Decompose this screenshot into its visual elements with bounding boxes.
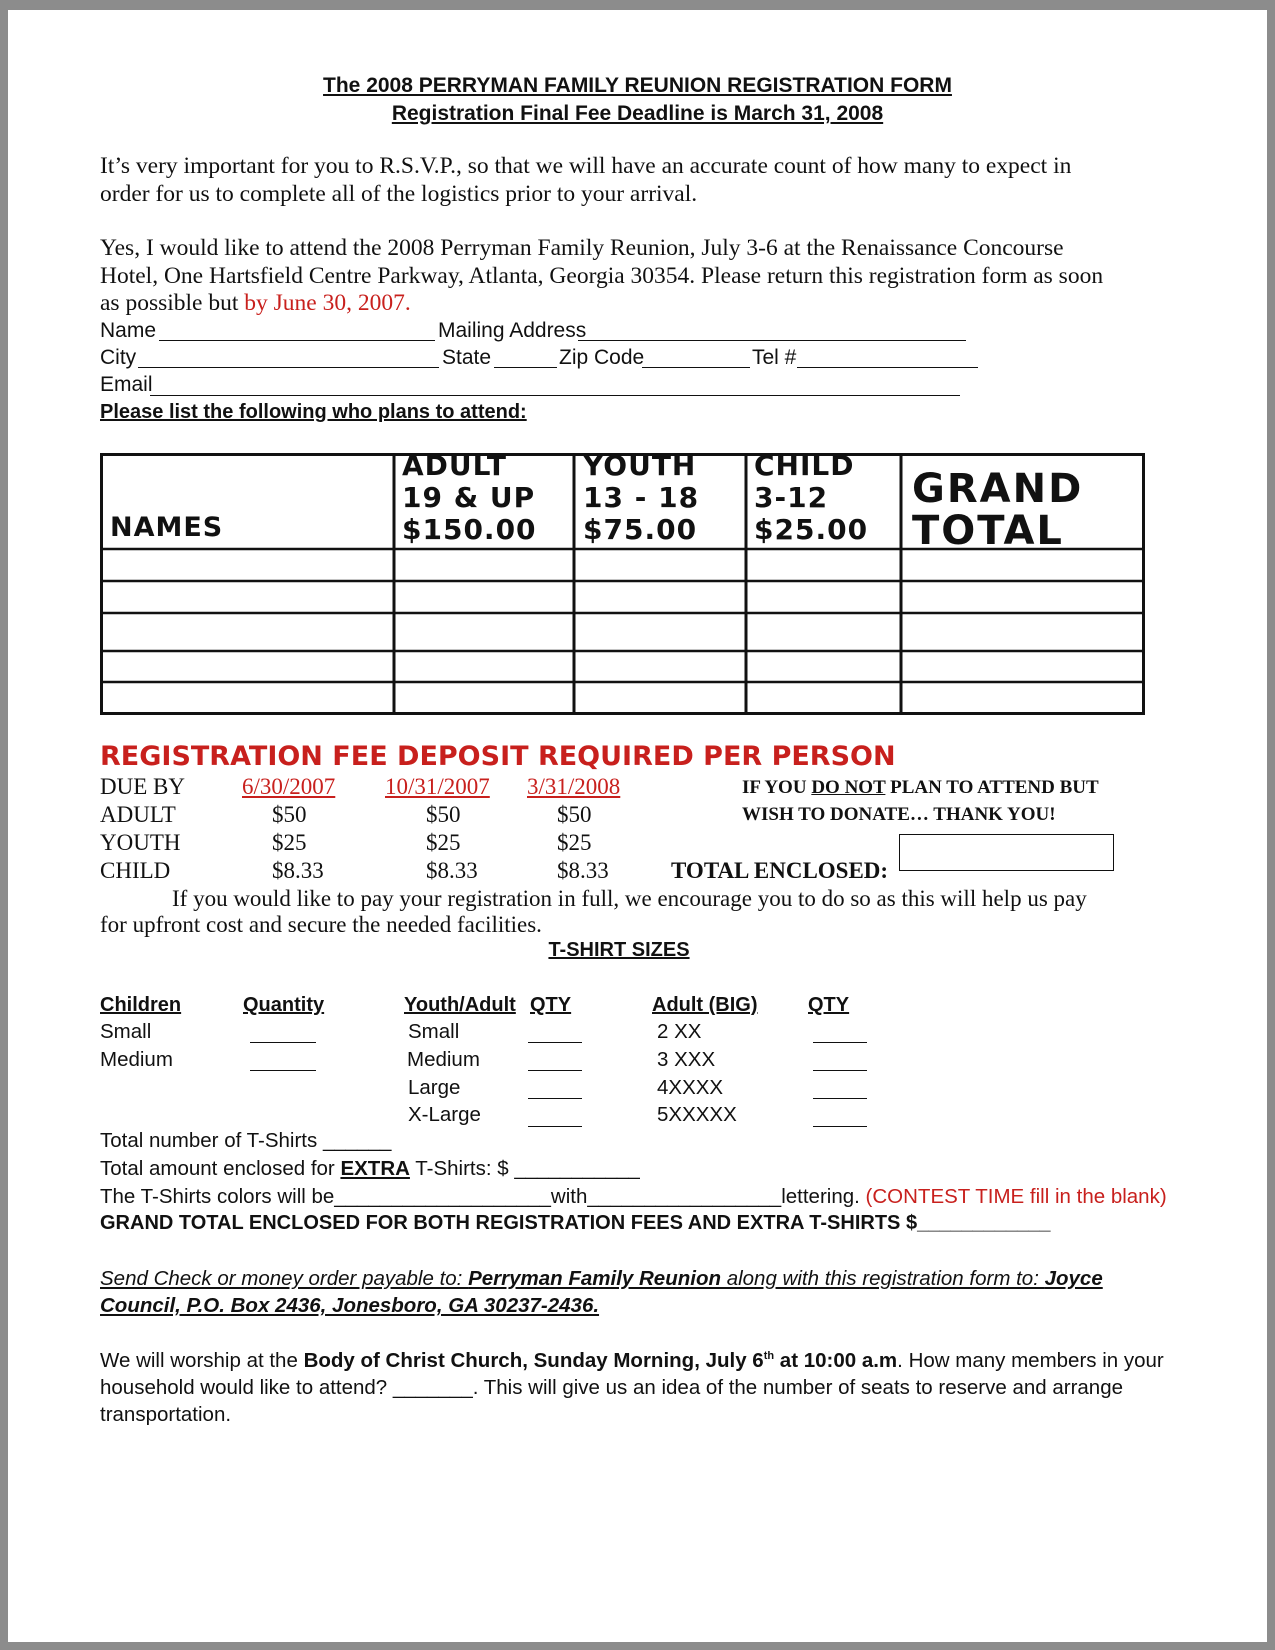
adult-age-range: 19 & UP [402,481,536,514]
donate-line-1a: IF YOU [742,777,812,798]
form-page [8,10,1267,1642]
adult-column-header: ADULT [402,449,507,482]
child-medium-qty-field[interactable] [250,1070,316,1071]
child-age-range: 3-12 [754,481,829,514]
youth-deposit-label: YOUTH [100,830,181,855]
child-small-qty-field[interactable] [250,1042,316,1043]
state-field[interactable] [494,367,557,368]
pay-in-full-line-1: If you would like to pay your registration in full, we encourage you to do so as this will help us pay [172,886,1087,911]
due-date-2: 10/31/2007 [385,774,490,799]
donate-line-1 [742,777,1099,799]
youth-large-qty-field[interactable] [528,1098,582,1099]
donate-line-1c: PLAN TO ATTEND BUT [885,777,1099,798]
children-quantity-header: Quantity [243,994,325,1016]
zip-code-field[interactable] [642,367,750,368]
donate-not: DO NOT [811,777,886,798]
youth-size-large: Large [408,1076,461,1099]
tel-field[interactable] [797,367,978,368]
adult-deposit-label: ADULT [100,802,176,827]
date-suffix: th [763,1350,775,1363]
big-5xxxxx-qty-field[interactable] [813,1126,867,1127]
payment-text-a: Send Check or money order payable to: [100,1267,469,1290]
church-service-info: Body of Christ Church, Sunday Morning, July 6 [303,1349,764,1372]
service-time: at 10:00 a.m [774,1349,898,1372]
youth-size-small: Small [408,1020,460,1043]
child-deposit-3: $8.33 [557,858,609,883]
worship-text-d: . How many members in your [897,1349,1164,1372]
contest-note: (CONTEST TIME fill in the blank) [859,1185,1167,1208]
youth-small-qty-field[interactable] [528,1042,582,1043]
big-4xxxx-qty-field[interactable] [813,1098,867,1099]
big-size-5xxxxx: 5XXXXX [657,1103,737,1126]
zip-code-label: Zip Code [559,346,645,369]
tel-label: Tel # [752,346,797,369]
youth-column-header: YOUTH [583,449,697,482]
youth-medium-qty-field[interactable] [528,1070,582,1071]
grand-total-enclosed-line: GRAND TOTAL ENCLOSED FOR BOTH REGISTRATION FEES AND EXTRA T-SHIRTS $____________ [100,1212,1051,1234]
extra-amount-text-c: T-Shirts: $ ___________ [409,1157,640,1180]
mailing-address-field[interactable] [578,340,966,341]
extra-tshirts-amount-line [100,1157,640,1181]
youth-deposit-1: $25 [272,830,307,855]
form-title: The 2008 PERRYMAN FAMILY REUNION REGISTRATION FORM [323,74,952,97]
youth-adult-header: Youth/Adult [404,994,516,1016]
attend-line-3 [100,290,411,317]
email-label: Email [100,373,153,396]
attendee-table [100,449,1145,715]
youth-size-medium: Medium [407,1048,480,1071]
big-qty-header: QTY [808,994,850,1016]
attendee-list-heading: Please list the following who plans to attend: [100,401,527,423]
youth-qty-header: QTY [530,994,572,1016]
pay-in-full-line-2: for upfront cost and secure the needed facilities. [100,912,542,937]
city-label: City [100,346,137,369]
adult-deposit-2: $50 [426,802,461,827]
due-by-label: DUE BY [100,774,185,799]
due-date-3: 3/31/2008 [527,774,621,799]
intro-line-1: It’s very important for you to R.S.V.P., so that we will have an accurate count of how many to expect in [100,153,1072,179]
adult-deposit-1: $50 [272,802,307,827]
mailing-address-label: Mailing Address [438,319,587,342]
tshirt-colors-line [100,1185,1167,1209]
extra-label: EXTRA [340,1157,410,1180]
child-column-header: CHILD [754,449,855,482]
attend-line-1: Yes, I would like to attend the 2008 Perryman Family Reunion, July 3-6 at the Renaissance Concourse [100,235,1064,261]
recipient-first-name: Joyce [1044,1267,1103,1290]
payment-text-c: along with this registration form to: [721,1267,1045,1290]
donate-line-2: WISH TO DONATE… THANK YOU! [742,804,1056,825]
big-size-2xx: 2 XX [657,1020,702,1043]
tshirt-colors-text: The T-Shirts colors will be___________________with_________________lettering. [100,1185,860,1208]
children-header: Children [100,994,182,1016]
city-field[interactable] [138,367,439,368]
payee-name: Perryman Family Reunion [468,1267,721,1290]
child-deposit-label: CHILD [100,858,171,883]
state-label: State [442,346,492,369]
adult-price: $150.00 [402,513,537,546]
worship-text-a: We will worship at the [100,1349,304,1372]
big-2xx-qty-field[interactable] [813,1042,867,1043]
big-size-3xxx: 3 XXX [657,1048,716,1071]
names-column-header: NAMES [110,512,224,543]
payment-address: Council, P.O. Box 2436, Jonesboro, GA 30237-2436. [100,1294,600,1317]
email-field[interactable] [150,395,960,396]
grand-total-header-2: TOTAL [912,508,1064,554]
adult-big-header: Adult (BIG) [652,994,758,1016]
name-field[interactable] [159,340,435,341]
total-enclosed-box[interactable] [899,834,1114,871]
youth-deposit-2: $25 [426,830,461,855]
total-enclosed-label: TOTAL ENCLOSED: [671,858,889,883]
attend-line-3-text: as possible but [100,290,245,316]
extra-amount-text-a: Total amount enclosed for [100,1157,341,1180]
youth-xlarge-qty-field[interactable] [528,1126,582,1127]
tshirt-sizes-heading: T-SHIRT SIZES [548,939,690,961]
adult-deposit-3: $50 [557,802,592,827]
youth-age-range: 13 - 18 [583,481,700,514]
rsvp-deadline: by June 30, 2007. [244,290,411,316]
grand-total-header-1: GRAND [912,466,1084,512]
big-size-4xxxx: 4XXXX [657,1076,724,1099]
child-deposit-1: $8.33 [272,858,324,883]
deadline-subtitle: Registration Final Fee Deadline is March 31, 2008 [391,102,884,125]
due-date-1: 6/30/2007 [242,774,336,799]
big-3xxx-qty-field[interactable] [813,1070,867,1071]
child-deposit-2: $8.33 [426,858,478,883]
youth-size-xlarge: X-Large [408,1103,481,1126]
name-label: Name [100,319,157,342]
child-size-small: Small [100,1020,152,1043]
worship-line-3: transportation. [100,1403,232,1426]
total-tshirts-line: Total number of T-Shirts ______ [100,1129,392,1152]
child-size-medium: Medium [100,1048,173,1071]
youth-deposit-3: $25 [557,830,592,855]
deposit-heading: REGISTRATION FEE DEPOSIT REQUIRED PER PERSON [100,741,896,772]
youth-price: $75.00 [583,513,698,546]
payment-line-1 [100,1267,1103,1291]
child-price: $25.00 [754,513,869,546]
intro-line-2: order for us to complete all of the logistics prior to your arrival. [100,181,698,207]
worship-line-1 [100,1349,1164,1373]
worship-line-2: household would like to attend? _______. This will give us an idea of the number of seats to reserve and arrange [100,1376,1123,1399]
attend-line-2: Hotel, One Hartsfield Centre Parkway, Atlanta, Georgia 30354. Please return this registration form as soon [100,263,1104,289]
